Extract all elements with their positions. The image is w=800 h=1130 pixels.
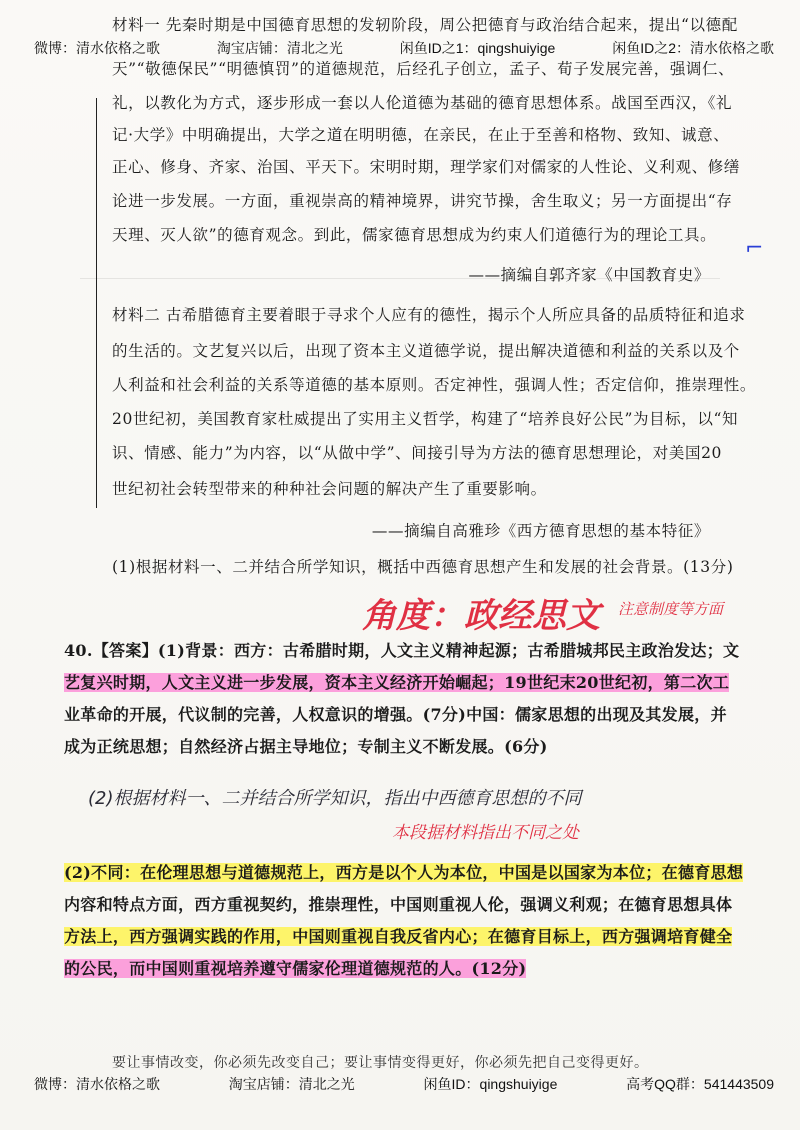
watermark-top	[34, 38, 774, 58]
answer2-line-3-text: 方法上，西方强调实践的作用，中国则重视自我反省内心；在德育目标上，西方强调培育健全	[64, 927, 733, 946]
material2-line-1: 材料二 古希腊德育主要着眼于寻求个人应有的德性，揭示个人所应具备的品质特征和追求	[112, 306, 746, 324]
answer1-line-4	[64, 736, 744, 758]
material2-line-4: 20世纪初，美国教育家杜威提出了实用主义哲学，构建了“培养良好公民”为目标，以“知	[112, 410, 739, 428]
handwritten-system-note: 注意制度等方面	[618, 600, 724, 618]
material1-line-4: 记·大学》中明确提出，大学之道在明明德，在亲民，在止于至善和格物、致知、诚意、	[112, 126, 730, 144]
material2-line-6: 世纪初社会转型带来的种种社会问题的解决产生了重要影响。	[112, 480, 547, 498]
answer1-line-2	[64, 672, 744, 694]
material2-line-2: 的生活的。文艺复兴以后，出现了资本主义道德学说，提出解决道德和利益的关系以及个	[112, 342, 740, 360]
watermark-taobao: 淘宝店铺：清北之光	[216, 40, 343, 56]
question-1: (1)根据材料一、二并结合所学知识，概括中西德育思想产生和发展的社会背景。(13分)	[112, 558, 734, 576]
watermark-bottom	[34, 1074, 774, 1094]
answer2-line-4-text: 的公民，而中国则重视培养遵守儒家伦理道德规范的人。(12分)	[64, 959, 527, 978]
answer1-line-1	[64, 640, 744, 662]
answer2-line-3	[64, 926, 744, 948]
answer2-line-4	[64, 958, 744, 980]
watermark-xianyu-2: 闲鱼ID之2：清水依格之歌	[612, 40, 774, 56]
material2-line-3: 人利益和社会利益的关系等道德的基本原则。否定神性，强调人性；否定信仰，推崇理性。	[112, 376, 757, 394]
answer1-line-2-text: 艺复兴时期，人文主义进一步发展，资本主义经济开始崛起；19世纪末20世纪初，第二次工	[64, 673, 730, 692]
material1-line-6: 论进一步发展。一方面，重视崇高的精神境界，讲究节操，舍生取义；另一方面提出“存	[112, 192, 733, 210]
answer2-line-1-text: (2)不同：在伦理思想与道德规范上，西方是以个人为本位，中国是以国家为本位；在德育思想	[64, 863, 744, 882]
watermark-bottom-xianyu: 闲鱼ID：qingshuiyige	[423, 1076, 558, 1092]
material1-source: ——摘编自郭齐家《中国教育史》	[468, 266, 710, 284]
margin-bar	[96, 98, 97, 508]
material1-line-5: 正心、修身、齐家、治国、平天下。宋明时期，理学家们对儒家的人性论、义利观、修缮	[112, 158, 740, 176]
handwritten-angle-note: 角度：政经思文	[362, 596, 600, 636]
material1-line-1: 材料一 先秦时期是中国德育思想的发轫阶段，周公把德育与政治结合起来，提出“以德配	[112, 16, 738, 34]
watermark-bottom-weibo: 微博：清水依格之歌	[34, 1076, 160, 1092]
watermark-weibo: 微博：清水依格之歌	[34, 40, 160, 56]
watermark-xianyu-1: 闲鱼ID之1：qingshuiyige	[399, 40, 556, 56]
pen-arrow-mark: ⌐	[745, 236, 764, 261]
watermark-bottom-taobao: 淘宝店铺：清北之光	[228, 1076, 355, 1092]
handwritten-question-2: (2)根据材料一、二并结合所学知识，指出中西德育思想的不同	[88, 788, 582, 809]
answer1-line-1-text: 40.【答案】(1)背景：西方：古希腊时期，人文主义精神起源；古希腊城邦民主政治发达；文	[64, 641, 740, 660]
material1-line-2: 天”“敬德保民”“明德慎罚”的道德规范，后经孔子创立，孟子、荀子发展完善，强调仁、	[112, 60, 735, 78]
answer2-line-2	[64, 894, 744, 916]
divider	[80, 278, 720, 279]
footer-quote: 要让事情改变，你必须先改变自己；要让事情变得更好，你必须先把自己变得更好。	[112, 1055, 649, 1071]
material2-source: ——摘编自高雅珍《西方德育思想的基本特征》	[371, 522, 710, 540]
answer1-line-3	[64, 704, 744, 726]
material1-line-7: 天理、灭人欲”的德育观念。到此，儒家德育思想成为约束人们道德行为的理论工具。	[112, 226, 717, 244]
material2-line-5: 识、情感、能力”为内容，以“从做中学”、间接引导为方法的德育思想理论，对美国20	[112, 444, 722, 462]
handwritten-answer-note: 本段据材料指出不同之处	[392, 823, 579, 843]
watermark-bottom-qq: 高考QQ群：541443509	[626, 1076, 774, 1092]
answer1-line-4-text: 成为正统思想；自然经济占据主导地位；专制主义不断发展。(6分)	[64, 737, 548, 756]
answer1-line-3-text: 业革命的开展，代议制的完善，人权意识的增强。(7分)中国：儒家思想的出现及其发展，并	[64, 705, 727, 724]
answer2-line-2-text: 内容和特点方面，西方重视契约，推崇理性，中国则重视人伦，强调义利观；在德育思想具体	[64, 895, 733, 914]
material1-line-3: 礼，以教化为方式，逐步形成一套以人伦道德为基础的德育思想体系。战国至西汉，《礼	[112, 94, 733, 112]
answer2-line-1	[64, 862, 744, 884]
